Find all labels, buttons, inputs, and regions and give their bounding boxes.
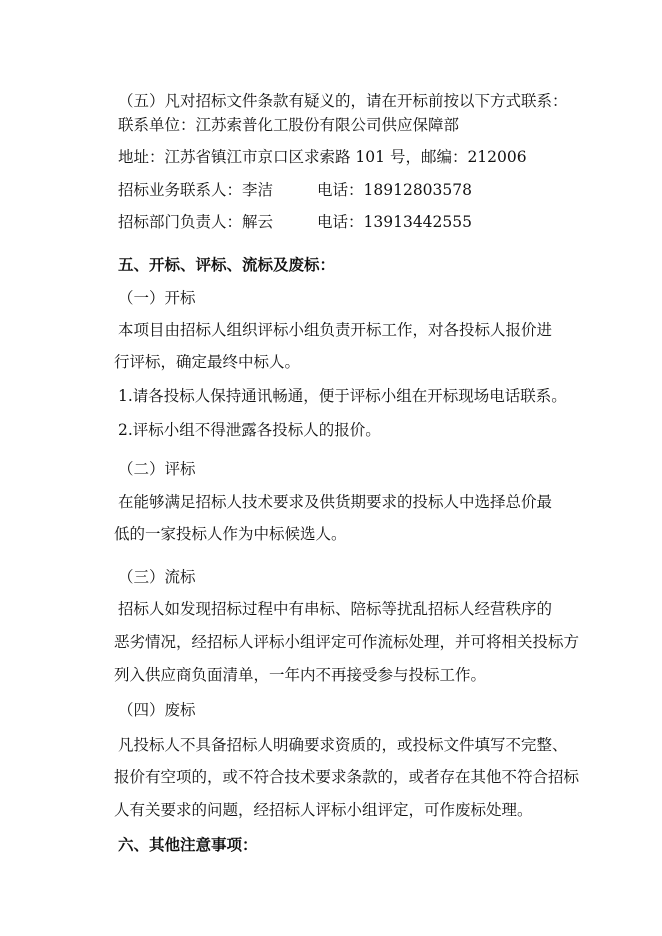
contact-unit: 联系单位：江苏索普化工股份有限公司供应保障部	[118, 116, 460, 134]
dept-head-row	[118, 212, 472, 232]
failed-bid-para-line2: 恶劣情况，经招标人评标小组评定可作流标处理，并可将相关投标方	[114, 633, 580, 651]
void-bid-para-line1: 凡投标人不具备招标人明确要求资质的，或投标文件填写不完整、	[118, 736, 568, 754]
opening-para-line1: 本项目由招标人组织评标小组负责开标工作，对各投标人报价进	[118, 321, 553, 339]
item5-intro: （五）凡对招标文件条款有疑义的，请在开标前按以下方式联系：	[118, 92, 568, 110]
dept-head-phone: 电话：13913442555	[317, 213, 472, 231]
contact-address: 地址：江苏省镇江市京口区求索路 101 号，邮编：212006	[118, 148, 527, 166]
evaluation-para-line1: 在能够满足招标人技术要求及供货期要求的投标人中选择总价最	[118, 493, 553, 511]
opening-item1: 1.请各投标人保持通讯畅通，便于评标小组在开标现场电话联系。	[118, 387, 567, 405]
section6-heading: 六、其他注意事项：	[118, 835, 258, 854]
void-bid-title: （四）废标	[118, 701, 196, 719]
business-contact-row	[118, 180, 472, 200]
void-bid-para-line2: 报价有空项的，或不符合技术要求条款的，或者存在其他不符合招标	[114, 768, 580, 786]
failed-bid-para-line3: 列入供应商负面清单，一年内不再接受参与投标工作。	[114, 666, 487, 684]
opening-title: （一）开标	[118, 289, 196, 307]
evaluation-title: （二）评标	[118, 460, 196, 478]
business-contact: 招标业务联系人：李洁	[118, 181, 274, 199]
dept-head: 招标部门负责人：解云	[118, 213, 274, 231]
opening-item2: 2.评标小组不得泄露各投标人的报价。	[118, 421, 381, 439]
failed-bid-title: （三）流标	[118, 568, 196, 586]
void-bid-para-line3: 人有关要求的问题，经招标人评标小组评定，可作废标处理。	[114, 801, 533, 819]
evaluation-para-line2: 低的一家投标人作为中标候选人。	[114, 525, 347, 543]
section5-heading: 五、开标、评标、流标及废标：	[118, 255, 336, 274]
failed-bid-para-line1: 招标人如发现招标过程中有串标、陪标等扰乱招标人经营秩序的	[118, 600, 553, 618]
business-phone: 电话：18912803578	[317, 181, 472, 199]
opening-para-line2: 行评标，确定最终中标人。	[114, 353, 301, 371]
